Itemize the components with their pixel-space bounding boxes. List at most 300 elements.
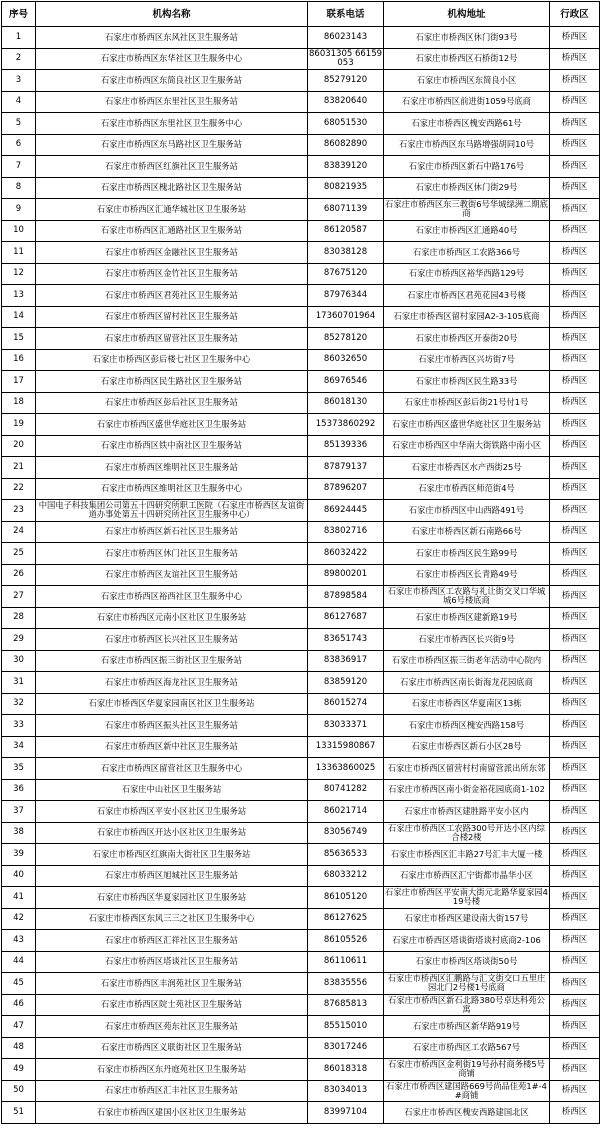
- phone-cell: 87675120: [308, 263, 384, 285]
- index-cell: 42: [2, 908, 36, 930]
- district-cell: 桥西区: [550, 1059, 600, 1081]
- index-cell: 43: [2, 930, 36, 952]
- index-cell: 2: [2, 48, 36, 70]
- phone-cell: 83033371: [308, 715, 384, 737]
- phone-cell: 87896207: [308, 478, 384, 500]
- table-row: [2, 371, 600, 393]
- address-cell: 石家庄市桥西区槐安西路61号: [384, 113, 550, 135]
- table-row: [2, 715, 600, 737]
- name-cell: 石家庄市桥西区新石社区卫生服务站: [36, 521, 308, 543]
- district-cell: 桥西区: [550, 156, 600, 178]
- phone-cell: 86032422: [308, 543, 384, 565]
- table-row: [2, 930, 600, 952]
- address-cell: 石家庄市桥西区留村家园A2-3-105底商: [384, 306, 550, 328]
- table-row: [2, 134, 600, 156]
- table-row: [2, 70, 600, 92]
- address-cell: 石家庄市桥西区中华南大街铁路中南小区: [384, 435, 550, 457]
- name-cell: 石家庄市桥西区汇通华城社区卫生服务站: [36, 199, 308, 221]
- phone-cell: 80821935: [308, 177, 384, 199]
- phone-cell: 83802716: [308, 521, 384, 543]
- name-cell: 石家庄市桥西区彭后社区卫生服务站: [36, 392, 308, 414]
- phone-cell: 86976546: [308, 371, 384, 393]
- index-cell: 7: [2, 156, 36, 178]
- district-cell: 桥西区: [550, 349, 600, 371]
- index-cell: 8: [2, 177, 36, 199]
- address-cell: 石家庄市桥西区建胜路平安小区内: [384, 801, 550, 823]
- address-cell: 石家庄市桥西区盛世华庭社区卫生服务站: [384, 414, 550, 436]
- name-cell: 石家庄市桥西区建国小区社区卫生服务站: [36, 1102, 308, 1124]
- district-cell: 桥西区: [550, 371, 600, 393]
- name-cell: 石家庄市桥西区东风社区卫生服务站: [36, 27, 308, 49]
- district-cell: 桥西区: [550, 177, 600, 199]
- header-phone: 联系电话: [308, 2, 384, 27]
- table-body: [2, 27, 600, 1124]
- district-cell: 桥西区: [550, 930, 600, 952]
- table-row: [2, 91, 600, 113]
- table-row: [2, 607, 600, 629]
- index-cell: 12: [2, 263, 36, 285]
- name-cell: 石家庄市桥西区维明社区卫生服务站: [36, 457, 308, 479]
- phone-cell: 86105120: [308, 887, 384, 909]
- phone-cell: 13363860025: [308, 758, 384, 780]
- district-cell: 桥西区: [550, 27, 600, 49]
- address-cell: 石家庄市桥西区长青路49号: [384, 564, 550, 586]
- index-cell: 29: [2, 629, 36, 651]
- address-cell: 石家庄市桥西区工农路300号开达小区内综合楼2楼: [384, 822, 550, 844]
- index-cell: 32: [2, 693, 36, 715]
- index-cell: 4: [2, 91, 36, 113]
- address-cell: 石家庄市桥西区槐安西路建国北区: [384, 1102, 550, 1124]
- table-row: [2, 844, 600, 866]
- table-row: [2, 629, 600, 651]
- index-cell: 31: [2, 672, 36, 694]
- address-cell: 石家庄市桥西区建新路19号: [384, 607, 550, 629]
- district-cell: 桥西区: [550, 328, 600, 350]
- index-cell: 27: [2, 586, 36, 608]
- phone-cell: 86015274: [308, 693, 384, 715]
- district-cell: 桥西区: [550, 113, 600, 135]
- index-cell: 22: [2, 478, 36, 500]
- index-cell: 14: [2, 306, 36, 328]
- index-cell: 33: [2, 715, 36, 737]
- phone-cell: 86031305 66159053: [309, 48, 383, 68]
- phone-cell: 83997104: [308, 1102, 384, 1124]
- address-cell: 石家庄市桥西区金利街19号孙村商务楼5号商铺: [384, 1059, 550, 1081]
- table-row: [2, 543, 600, 565]
- name-cell: 石家庄市桥西区金融社区卫生服务站: [36, 242, 308, 264]
- index-cell: 36: [2, 779, 36, 801]
- name-cell: 石家庄市桥西区裕西社区卫生服务中心: [36, 586, 308, 608]
- table-row: [2, 779, 600, 801]
- table-row: [2, 220, 600, 242]
- header-index: 序号: [2, 2, 36, 27]
- phone-cell: 68071139: [308, 199, 384, 221]
- name-cell: 石家庄市桥西区新中社区卫生服务站: [36, 736, 308, 758]
- phone-cell: 15373860292: [308, 414, 384, 436]
- address-cell: 石家庄市桥西区南长街海龙花园底商: [384, 672, 550, 694]
- phone-cell: 86127687: [308, 607, 384, 629]
- index-cell: 45: [2, 973, 36, 995]
- address-cell: 石家庄市桥西区民生路99号: [384, 543, 550, 565]
- phone-cell: 86924445: [308, 500, 384, 522]
- district-cell: 桥西区: [550, 564, 600, 586]
- address-cell: 石家庄市桥西区东马路增强胡同10号: [384, 134, 550, 156]
- name-cell: 石家庄市桥西区民生路社区卫生服务站: [36, 371, 308, 393]
- name-cell: 石家庄市桥西区汇祥社区卫生服务站: [36, 930, 308, 952]
- district-cell: 桥西区: [550, 500, 600, 522]
- phone-cell: 87976344: [308, 285, 384, 307]
- name-cell: 石家庄市桥西区长兴社区卫生服务站: [36, 629, 308, 651]
- district-cell: 桥西区: [550, 973, 600, 995]
- name-cell: 石家庄市桥西区苑东社区卫生服务站: [36, 1016, 308, 1038]
- phone-cell: 85279120: [308, 70, 384, 92]
- address-cell: 石家庄市桥西区振三街老年活动中心院内: [384, 650, 550, 672]
- district-cell: 桥西区: [550, 1037, 600, 1059]
- table-row: [2, 736, 600, 758]
- name-cell: 石家庄市桥西区开达小区社区卫生服务站: [36, 822, 308, 844]
- address-cell: 石家庄市桥西区兴坊街7号: [384, 349, 550, 371]
- address-cell: 石家庄市桥西区君苑花园43号楼: [384, 285, 550, 307]
- name-cell: 石家庄市桥西区东马路社区卫生服务站: [36, 134, 308, 156]
- table-row: [2, 908, 600, 930]
- index-cell: 1: [2, 27, 36, 49]
- index-cell: 28: [2, 607, 36, 629]
- name-cell: 石家庄市桥西区华夏家园南区社区卫生服务站: [36, 693, 308, 715]
- table-row: [2, 1102, 600, 1124]
- table-row: [2, 199, 600, 221]
- index-cell: 25: [2, 543, 36, 565]
- name-cell: 石家庄市桥西区盛世华庭社区卫生服务站: [36, 414, 308, 436]
- phone-cell: 83859120: [308, 672, 384, 694]
- address-cell: 石家庄市桥西区建设南大街157号: [384, 908, 550, 930]
- name-cell: 石家庄市桥西区铁中南社区卫生服务站: [36, 435, 308, 457]
- name-cell: 石家庄市桥西区休门社区卫生服务站: [36, 543, 308, 565]
- index-cell: 17: [2, 371, 36, 393]
- table-row: [2, 586, 600, 608]
- district-cell: 桥西区: [550, 586, 600, 608]
- district-cell: 桥西区: [550, 392, 600, 414]
- index-cell: 50: [2, 1080, 36, 1102]
- index-cell: 30: [2, 650, 36, 672]
- phone-cell: 86120587: [308, 220, 384, 242]
- phone-cell: 86105526: [308, 930, 384, 952]
- table-row: [2, 349, 600, 371]
- district-cell: 桥西区: [550, 1080, 600, 1102]
- address-cell: 石家庄市桥西区汇宁街都市晶华小区: [384, 865, 550, 887]
- district-cell: 桥西区: [550, 951, 600, 973]
- phone-cell: 80741282: [308, 779, 384, 801]
- table-row: [2, 564, 600, 586]
- address-cell: 石家庄市桥西区塔谈街50号: [384, 951, 550, 973]
- district-cell: 桥西区: [550, 629, 600, 651]
- table-row: [2, 693, 600, 715]
- table-row: [2, 414, 600, 436]
- name-cell: 石家庄市桥西区东里社区卫生服务站: [36, 91, 308, 113]
- phone-cell: 89800201: [308, 564, 384, 586]
- address-cell: 石家庄市桥西区工农路366号: [384, 242, 550, 264]
- address-cell: 石家庄市桥西区师范街4号: [384, 478, 550, 500]
- district-cell: 桥西区: [550, 220, 600, 242]
- district-cell: 桥西区: [550, 865, 600, 887]
- phone-cell: 86082890: [308, 134, 384, 156]
- phone-cell: 87898584: [308, 586, 384, 608]
- address-cell: 石家庄市桥西区彭后街21号付1号: [384, 392, 550, 414]
- table-row: [2, 500, 600, 522]
- district-cell: 桥西区: [550, 91, 600, 113]
- table-row: [2, 865, 600, 887]
- phone-cell: 68033212: [308, 865, 384, 887]
- name-cell: 石家庄市桥西区华夏家园社区卫生服务站: [36, 887, 308, 909]
- name-cell: 中国电子科技集团公司第五十四研究所职工医院（石家庄市桥西区友谊街道办事处第五十四研究所社区卫生服务中心）: [36, 500, 308, 522]
- table-row: [2, 285, 600, 307]
- phone-cell: 83836917: [308, 650, 384, 672]
- table-row: [2, 1037, 600, 1059]
- name-cell: 石家庄市桥西区东丹庭苑社区卫生服务站: [36, 1059, 308, 1081]
- phone-cell: 86127625: [308, 908, 384, 930]
- table-row: [2, 822, 600, 844]
- name-cell: 石家庄市桥西区东里社区卫生服务中心: [36, 113, 308, 135]
- phone-cell: 87685813: [308, 994, 384, 1016]
- name-cell: 石家庄市桥西区汇通路社区卫生服务站: [36, 220, 308, 242]
- index-cell: 5: [2, 113, 36, 135]
- index-cell: 39: [2, 844, 36, 866]
- district-cell: 桥西区: [550, 693, 600, 715]
- table-row: [2, 242, 600, 264]
- district-cell: 桥西区: [550, 1016, 600, 1038]
- index-cell: 26: [2, 564, 36, 586]
- name-cell: 石家庄市桥西区院士苑社区卫生服务站: [36, 994, 308, 1016]
- phone-cell: 86018130: [308, 392, 384, 414]
- district-cell: 桥西区: [550, 543, 600, 565]
- index-cell: 23: [2, 500, 36, 522]
- name-cell: 石家庄市桥西区海龙社区卫生服务站: [36, 672, 308, 694]
- district-cell: 桥西区: [550, 48, 600, 70]
- address-cell: 石家庄市桥西区水产西街25号: [384, 457, 550, 479]
- index-cell: 37: [2, 801, 36, 823]
- address-cell: 石家庄市桥西区平安南大街元北路华夏家园419号楼: [385, 887, 548, 907]
- index-cell: 10: [2, 220, 36, 242]
- index-cell: 18: [2, 392, 36, 414]
- name-cell: 石家庄市桥西区留营社区卫生服务中心: [36, 758, 308, 780]
- table-row: [2, 758, 600, 780]
- name-cell: 石家庄市桥西区塔谈社区卫生服务站: [36, 951, 308, 973]
- table-row: [2, 328, 600, 350]
- address-cell: 石家庄市桥西区东三教街6号华城绿洲二期底商: [385, 199, 548, 219]
- table-row: [2, 435, 600, 457]
- address-cell: 石家庄市桥西区开泰街20号: [384, 328, 550, 350]
- address-cell: 石家庄市桥西区石桥街12号: [384, 48, 550, 70]
- address-cell: 石家庄市桥西区中山西路491号: [384, 500, 550, 522]
- address-cell: 石家庄市桥西区留营村村南留营派出所东邻: [384, 758, 550, 780]
- district-cell: 桥西区: [550, 607, 600, 629]
- address-cell: 石家庄市桥西区塔谈街塔谈村底商2-106: [384, 930, 550, 952]
- district-cell: 桥西区: [550, 285, 600, 307]
- address-cell: 石家庄市桥西区休门街29号: [384, 177, 550, 199]
- district-cell: 桥西区: [550, 478, 600, 500]
- name-cell: 石家庄市桥西区丰润苑社区卫生服务站: [36, 973, 308, 995]
- table-row: [2, 521, 600, 543]
- name-cell: 石家庄市桥西区槐北路社区卫生服务站: [36, 177, 308, 199]
- district-cell: 桥西区: [550, 242, 600, 264]
- table-row: [2, 392, 600, 414]
- table-row: [2, 801, 600, 823]
- address-cell: 石家庄市桥西区汇丰路27号汇丰大厦一楼: [384, 844, 550, 866]
- name-cell: 石家庄中山社区卫生服务站: [36, 779, 308, 801]
- header-name: 机构名称: [36, 2, 308, 27]
- name-cell: 石家庄市桥西区金竹社区卫生服务站: [36, 263, 308, 285]
- address-cell: 石家庄市桥西区汇通路40号: [384, 220, 550, 242]
- address-cell: 石家庄市桥西区民生路33号: [384, 371, 550, 393]
- district-cell: 桥西区: [550, 650, 600, 672]
- table-row: [2, 973, 600, 995]
- index-cell: 20: [2, 435, 36, 457]
- table-row: [2, 113, 600, 135]
- district-cell: 桥西区: [550, 414, 600, 436]
- district-cell: 桥西区: [550, 521, 600, 543]
- name-cell: 石家庄市桥西区君苑社区卫生服务站: [36, 285, 308, 307]
- header-district: 行政区: [550, 2, 600, 27]
- district-cell: 桥西区: [550, 994, 600, 1016]
- address-cell: 石家庄市桥西区前进街1059号底商: [384, 91, 550, 113]
- name-cell: 石家庄市桥西区振三街社区卫生服务站: [36, 650, 308, 672]
- table-row: [2, 672, 600, 694]
- address-cell: 石家庄市桥西区裕华西路129号: [384, 263, 550, 285]
- phone-cell: 83056749: [308, 822, 384, 844]
- header-address: 机构地址: [384, 2, 550, 27]
- address-cell: 石家庄市桥西区槐安西路158号: [384, 715, 550, 737]
- index-cell: 3: [2, 70, 36, 92]
- index-cell: 34: [2, 736, 36, 758]
- district-cell: 桥西区: [550, 844, 600, 866]
- name-cell: 石家庄市桥西区汇丰社区卫生服务站: [36, 1080, 308, 1102]
- table-row: [2, 457, 600, 479]
- table-row: [2, 1080, 600, 1102]
- name-cell: 石家庄市桥西区彭后楼七社区卫生服务中心: [36, 349, 308, 371]
- address-cell: 石家庄市桥西区东简良小区: [384, 70, 550, 92]
- district-cell: 桥西区: [550, 822, 600, 844]
- index-cell: 47: [2, 1016, 36, 1038]
- phone-cell: 87879137: [308, 457, 384, 479]
- phone-cell: 85139336: [308, 435, 384, 457]
- index-cell: 13: [2, 285, 36, 307]
- index-cell: 46: [2, 994, 36, 1016]
- table-row: [2, 1016, 600, 1038]
- phone-cell: 86021714: [308, 801, 384, 823]
- index-cell: 24: [2, 521, 36, 543]
- phone-cell: 85636533: [308, 844, 384, 866]
- district-cell: 桥西区: [550, 779, 600, 801]
- index-cell: 41: [2, 887, 36, 909]
- name-cell: 石家庄市桥西区旭城社区卫生服务站: [36, 865, 308, 887]
- index-cell: 19: [2, 414, 36, 436]
- name-cell: 石家庄市桥西区振头社区卫生服务站: [36, 715, 308, 737]
- phone-cell: 17360701964: [308, 306, 384, 328]
- header-row: [2, 2, 600, 27]
- district-cell: 桥西区: [550, 908, 600, 930]
- district-cell: 桥西区: [550, 758, 600, 780]
- address-cell: 石家庄市桥西区华夏南区13栋: [384, 693, 550, 715]
- index-cell: 49: [2, 1059, 36, 1081]
- address-cell: 石家庄市桥西区汇鹏路与汇文街交口五里庄园北门2号楼1号底商: [384, 973, 550, 995]
- address-cell: 石家庄市桥西区工农路与礼让街交叉口华城城6号楼底商: [384, 586, 550, 608]
- address-cell: 石家庄市桥西区新石中路176号: [384, 156, 550, 178]
- phone-cell: 85278120: [308, 328, 384, 350]
- phone-cell: 83820640: [308, 91, 384, 113]
- phone-cell: 86023143: [308, 27, 384, 49]
- address-cell: 石家庄市桥西区新石小区28号: [384, 736, 550, 758]
- name-cell: 石家庄市桥西区留营社区卫生服务站: [36, 328, 308, 350]
- address-cell: 石家庄市桥西区新石南路66号: [384, 521, 550, 543]
- address-cell: 石家庄市桥西区新华路919号: [384, 1016, 550, 1038]
- phone-cell: 86110611: [308, 951, 384, 973]
- district-cell: 桥西区: [550, 435, 600, 457]
- district-cell: 桥西区: [550, 134, 600, 156]
- index-cell: 9: [2, 199, 36, 221]
- phone-cell: 13315980867: [308, 736, 384, 758]
- index-cell: 21: [2, 457, 36, 479]
- phone-cell: 83651743: [308, 629, 384, 651]
- table-row: [2, 177, 600, 199]
- phone-cell: 83038128: [308, 242, 384, 264]
- index-cell: 11: [2, 242, 36, 264]
- name-cell: 石家庄市桥西区友谊社区卫生服务站: [36, 564, 308, 586]
- table-row: [2, 48, 600, 70]
- table-row: [2, 994, 600, 1016]
- phone-cell: 68051530: [308, 113, 384, 135]
- address-cell: 石家庄市桥西区休门街93号: [384, 27, 550, 49]
- phone-cell: 83835556: [308, 973, 384, 995]
- table-row: [2, 263, 600, 285]
- table-row: [2, 1059, 600, 1081]
- district-cell: 桥西区: [550, 306, 600, 328]
- index-cell: 38: [2, 822, 36, 844]
- name-cell: 石家庄市桥西区红旗南大街社区卫生服务站: [36, 844, 308, 866]
- name-cell: 石家庄市桥西区东风三三之社区卫生服务中心: [36, 908, 308, 930]
- table-row: [2, 650, 600, 672]
- district-cell: 桥西区: [550, 887, 600, 909]
- name-cell: 石家庄市桥西区元南小区社区卫生服务站: [36, 607, 308, 629]
- district-cell: 桥西区: [550, 199, 600, 221]
- table-row: [2, 951, 600, 973]
- name-cell: 石家庄市桥西区义联街社区卫生服务站: [36, 1037, 308, 1059]
- phone-cell: 83017246: [308, 1037, 384, 1059]
- name-cell: 石家庄市桥西区东简良社区卫生服务站: [36, 70, 308, 92]
- name-cell: 石家庄市桥西区东华社区卫生服务中心: [36, 48, 308, 70]
- phone-cell: 86032650: [308, 349, 384, 371]
- address-cell: 石家庄市桥西区新石北路380号卓达科苑公寓: [384, 994, 550, 1016]
- index-cell: 40: [2, 865, 36, 887]
- index-cell: 51: [2, 1102, 36, 1124]
- name-cell: 石家庄市桥西区红旗社区卫生服务站: [36, 156, 308, 178]
- index-cell: 16: [2, 349, 36, 371]
- address-cell: 石家庄市桥西区建国路669号尚品佳苑1#-4#商铺: [384, 1080, 550, 1102]
- phone-cell: 86018318: [308, 1059, 384, 1081]
- index-cell: 15: [2, 328, 36, 350]
- name-cell: 石家庄市桥西区维明社区卫生服务中心: [36, 478, 308, 500]
- phone-cell: 83839120: [308, 156, 384, 178]
- district-cell: 桥西区: [550, 70, 600, 92]
- address-cell: 石家庄市桥西区长兴街9号: [384, 629, 550, 651]
- institution-table: [1, 1, 600, 1124]
- district-cell: 桥西区: [550, 715, 600, 737]
- name-cell: 石家庄市桥西区留村社区卫生服务站: [36, 306, 308, 328]
- district-cell: 桥西区: [550, 672, 600, 694]
- phone-cell: 85515010: [308, 1016, 384, 1038]
- index-cell: 35: [2, 758, 36, 780]
- index-cell: 48: [2, 1037, 36, 1059]
- phone-cell: 83034013: [308, 1080, 384, 1102]
- district-cell: 桥西区: [550, 457, 600, 479]
